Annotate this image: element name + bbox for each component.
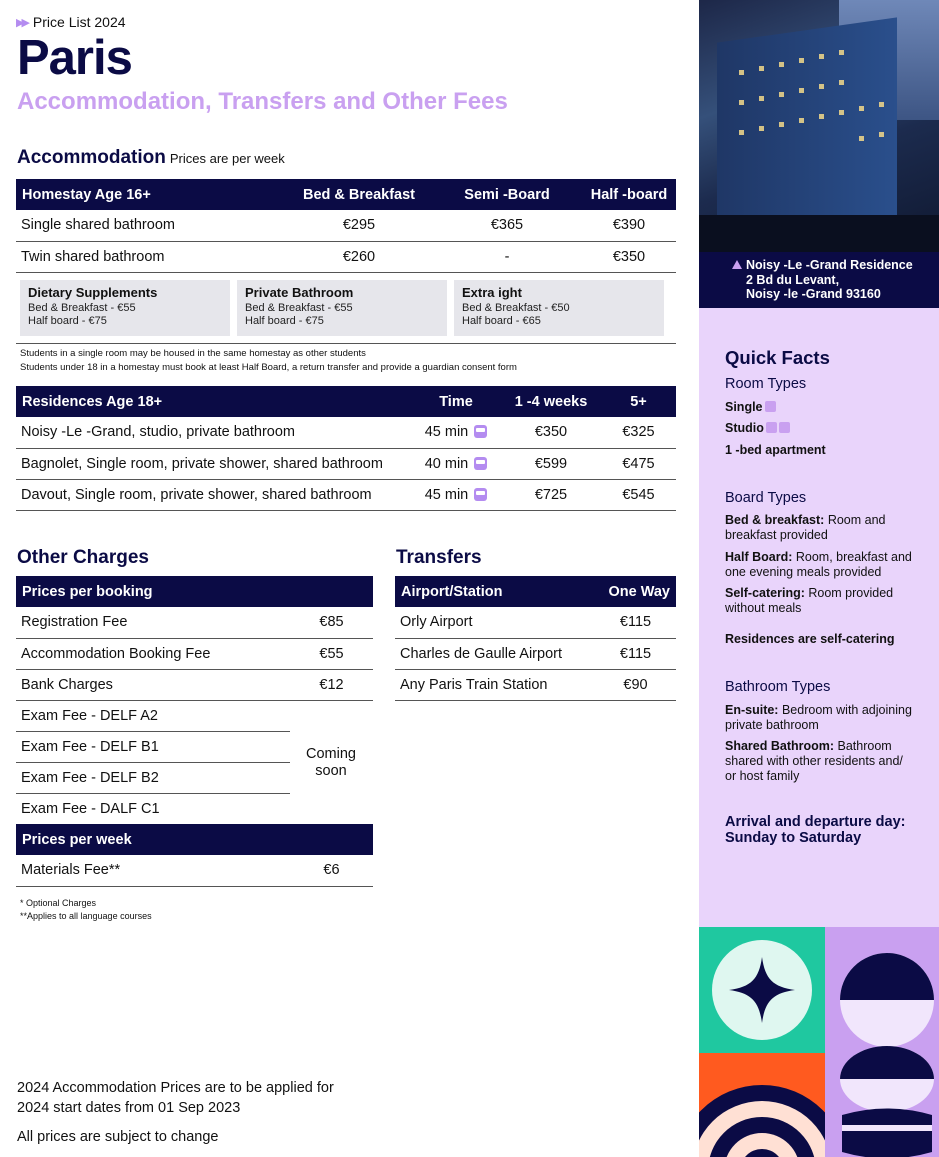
page-subtitle: Accommodation, Transfers and Other Fees (17, 88, 508, 115)
table-cell: Exam Fee - DELF B2 (16, 762, 290, 793)
bed-icon (779, 422, 790, 433)
photo-window (759, 66, 764, 71)
sidebar (699, 0, 939, 1157)
table-cell: Orly Airport (395, 607, 595, 638)
accommodation-heading (17, 147, 285, 169)
board-type-item (725, 513, 915, 543)
location-marker-icon (732, 260, 742, 269)
supplement-title: Dietary Supplements (28, 285, 158, 300)
footer-note: All prices are subject to change (17, 1129, 219, 1145)
table-cell: - (432, 241, 582, 272)
arrival-line: Sunday to Saturday (725, 830, 862, 846)
room-type-item (725, 421, 790, 435)
photo-window (759, 96, 764, 101)
residence-photo (699, 0, 939, 252)
column-header: 1 -4 weeks (501, 386, 601, 417)
photo-window (839, 50, 844, 55)
table-cell: €55 (290, 638, 373, 669)
table-header-row (16, 179, 676, 210)
room-type-item: 1 -bed apartment (725, 443, 826, 457)
column-header: One Way (595, 576, 676, 607)
star-icon (699, 927, 825, 1053)
table-cell: €390 (582, 210, 676, 241)
footnote: * Optional Charges (20, 898, 97, 908)
photo-window (839, 110, 844, 115)
table-header-row (16, 576, 373, 607)
table-header-row (16, 824, 373, 855)
self-catering-note: Residences are self-catering (725, 632, 895, 646)
table-cell: Noisy -Le -Grand, studio, private bathroom (16, 417, 411, 448)
photo-window (859, 106, 864, 111)
table-cell (411, 417, 501, 448)
travel-time: 40 min (424, 455, 469, 472)
footer-note: 2024 start dates from 01 Sep 2023 (17, 1100, 241, 1116)
table-cell: €350 (582, 241, 676, 272)
board-type-key: Self-catering: (725, 586, 805, 600)
supplement-box (454, 280, 664, 336)
transfers-heading: Transfers (396, 547, 482, 568)
table-cell: Accommodation Booking Fee (16, 638, 290, 669)
table-cell: €260 (286, 241, 432, 272)
bathroom-type-key: Shared Bathroom: (725, 739, 835, 753)
supplement-line: Half board - €75 (245, 315, 324, 327)
table-row (16, 855, 373, 886)
board-type-desc: Room, breakfast and one evening meals provided (725, 550, 912, 579)
table-cell: €545 (601, 479, 676, 510)
footer-note: 2024 Accommodation Prices are to be applied for (17, 1080, 334, 1096)
table-row (16, 448, 676, 479)
table-cell: Davout, Single room, private shower, shared bathroom (16, 479, 411, 510)
table-cell: €6 (290, 855, 373, 886)
table-row (16, 700, 373, 731)
bathroom-type-desc: Bathroom shared with other residents and/ or host family (725, 739, 903, 783)
supplement-line: Bed & Breakfast - €55 (245, 302, 353, 314)
photo-window (739, 70, 744, 75)
column-header: 5+ (601, 386, 676, 417)
quick-facts-title: Quick Facts (725, 347, 830, 368)
table-cell: €295 (286, 210, 432, 241)
address-line: Noisy -le -Grand 93160 (746, 287, 881, 301)
column-header: Airport/Station (395, 576, 595, 607)
table-cell (290, 700, 373, 731)
table-row (16, 793, 373, 824)
table-row (16, 607, 373, 638)
table-cell: €725 (501, 479, 601, 510)
photo-window (799, 88, 804, 93)
table-cell: Twin shared bathroom (16, 241, 286, 272)
bus-icon (474, 425, 487, 438)
photo-ground (699, 215, 939, 252)
photo-window (839, 80, 844, 85)
supplement-title: Extra ight (462, 285, 522, 300)
photo-window (819, 114, 824, 119)
table-cell: Exam Fee - DALF C1 (21, 800, 160, 817)
table-cell: Any Paris Train Station (395, 669, 595, 700)
table-cell: Materials Fee** (16, 855, 290, 886)
bathroom-type-item (725, 703, 915, 733)
table-cell: €90 (595, 669, 676, 700)
arc-pattern-icon (699, 1053, 825, 1157)
other-charges-heading: Other Charges (17, 547, 149, 568)
table-cell (411, 479, 501, 510)
arrival-line: Arrival and departure day: (725, 814, 906, 830)
bus-icon (474, 488, 487, 501)
board-type-key: Bed & breakfast: (725, 513, 825, 527)
table-row (16, 479, 676, 510)
table-cell (290, 793, 373, 824)
supplements-row (16, 276, 676, 344)
photo-window (759, 126, 764, 131)
table-row (395, 669, 676, 700)
photo-window (739, 130, 744, 135)
coming-soon-label: Coming soon (306, 746, 356, 779)
supplement-line: Half board - €75 (28, 315, 107, 327)
bathroom-type-item (725, 739, 915, 784)
table-header-row (395, 576, 676, 607)
table-cell: €365 (432, 210, 582, 241)
fine-print: Students under 18 in a homestay must book at least Half Board, a return transfer and provide a guardian consent form (20, 362, 517, 373)
column-header: Prices per week (16, 824, 373, 855)
table-row (16, 210, 676, 241)
room-type-item (725, 400, 776, 414)
doc-tag (16, 14, 126, 30)
table-cell: €115 (595, 607, 676, 638)
table-row (395, 607, 676, 638)
address-line: Noisy -Le -Grand Residence (746, 258, 913, 272)
bathroom-type-key: En-suite: (725, 703, 779, 717)
footnote: **Applies to all language courses (20, 911, 152, 921)
travel-time: 45 min (424, 486, 469, 503)
supplement-title: Private Bathroom (245, 285, 354, 300)
table-row (16, 638, 373, 669)
bus-icon (474, 457, 487, 470)
table-cell: €350 (501, 417, 601, 448)
travel-time: 45 min (424, 424, 469, 441)
board-type-item (725, 586, 915, 616)
photo-window (779, 122, 784, 127)
photo-window (739, 100, 744, 105)
photo-window (799, 118, 804, 123)
disc-pattern-icon (825, 927, 939, 1157)
board-type-desc: Room provided without meals (725, 586, 894, 615)
address-box (699, 252, 939, 308)
board-types-heading: Board Types (725, 490, 807, 506)
board-type-item (725, 550, 915, 580)
photo-window (879, 102, 884, 107)
supplement-line: Bed & Breakfast - €55 (28, 302, 136, 314)
table-cell: Single shared bathroom (16, 210, 286, 241)
bathroom-types-heading: Bathroom Types (725, 679, 831, 695)
table-cell: Charles de Gaulle Airport (395, 638, 595, 669)
homestay-table (16, 179, 676, 273)
table-row (16, 241, 676, 272)
table-cell: Bagnolet, Single room, private shower, shared bathroom (16, 448, 411, 479)
supplement-line: Bed & Breakfast - €50 (462, 302, 570, 314)
photo-window (879, 132, 884, 137)
table-cell: Exam Fee - DELF A2 (16, 700, 290, 731)
photo-window (859, 136, 864, 141)
table-cell: Registration Fee (16, 607, 290, 638)
residences-table (16, 386, 676, 511)
address-line: 2 Bd du Levant, (746, 272, 840, 287)
photo-window (779, 92, 784, 97)
column-header: Half -board (582, 179, 676, 210)
table-cell: €115 (595, 638, 676, 669)
table-row (395, 638, 676, 669)
photo-building (717, 17, 897, 242)
table-row (16, 417, 676, 448)
supplement-line: Half board - €65 (462, 315, 541, 327)
accommodation-title: Accommodation (17, 147, 166, 168)
supplement-box (237, 280, 447, 336)
decor-tile-arcs (699, 1053, 825, 1157)
room-types-heading: Room Types (725, 376, 807, 392)
column-header: Residences Age 18+ (16, 386, 411, 417)
single-bed-icon (765, 401, 776, 412)
table-header-row (16, 386, 676, 417)
doc-tag-label: Price List 2024 (32, 14, 126, 30)
table-row (16, 669, 373, 700)
decor-tile-discs (825, 927, 939, 1157)
table-cell: €599 (501, 448, 601, 479)
other-charges-table (16, 576, 373, 887)
accommodation-note: Prices are per week (169, 151, 285, 166)
photo-window (819, 84, 824, 89)
board-type-desc: Room and breakfast provided (725, 513, 886, 542)
column-header: Time (411, 386, 501, 417)
photo-window (779, 62, 784, 67)
room-type-label: Studio (725, 421, 764, 435)
table-cell: Bank Charges (16, 669, 290, 700)
table-cell: €85 (290, 607, 373, 638)
chevron-right-icon: ▶▶ (16, 16, 27, 29)
decor-tile-star (699, 927, 825, 1053)
table-cell (411, 448, 501, 479)
column-header: Bed & Breakfast (286, 179, 432, 210)
bathroom-type-desc: Bedroom with adjoining private bathroom (725, 703, 912, 732)
transfers-table (395, 576, 676, 701)
column-header: Prices per booking (16, 576, 373, 607)
column-header: Semi -Board (432, 179, 582, 210)
table-cell: €325 (601, 417, 676, 448)
fine-print: Students in a single room may be housed in the same homestay as other students (20, 348, 366, 359)
page-title: Paris (17, 31, 132, 85)
column-header: Homestay Age 16+ (16, 179, 286, 210)
table-cell: Exam Fee - DELF B1 (16, 731, 290, 762)
photo-window (799, 58, 804, 63)
supplement-box (20, 280, 230, 336)
table-cell: €12 (290, 669, 373, 700)
photo-window (819, 54, 824, 59)
studio-icon (766, 422, 777, 433)
room-type-label: Single (725, 400, 763, 414)
table-cell: €475 (601, 448, 676, 479)
board-type-key: Half Board: (725, 550, 793, 564)
